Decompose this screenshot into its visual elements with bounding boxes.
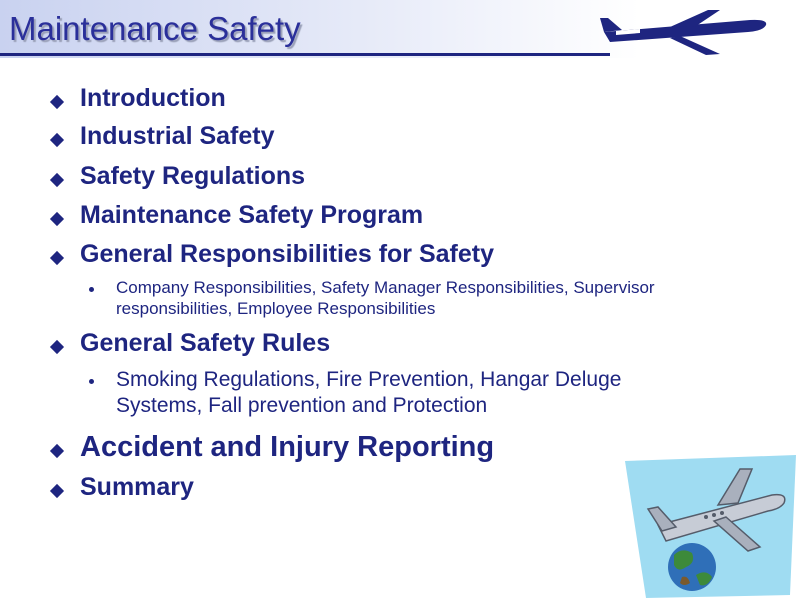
airplane-globe-clipart	[622, 455, 799, 598]
diamond-bullet-icon	[50, 444, 64, 458]
diamond-bullet-icon	[50, 251, 64, 265]
diamond-bullet-icon	[50, 133, 64, 147]
diamond-bullet-icon	[50, 212, 64, 226]
sub-bullet-icon	[89, 379, 94, 384]
slide-title: Maintenance Safety	[9, 10, 301, 47]
agenda-item-accident-reporting: Accident and Injury Reporting	[80, 431, 495, 463]
diamond-bullet-icon	[50, 340, 64, 354]
agenda-item-introduction: Introduction	[80, 84, 226, 112]
agenda-item-general-safety-rules: General Safety Rules	[80, 329, 331, 357]
agenda-item-safety-regulations: Safety Regulations	[80, 162, 306, 190]
subitem-rules: Smoking Regulations, Fire Prevention, Hangar Deluge Systems, Fall prevention and Protection	[116, 368, 622, 418]
diamond-bullet-icon	[50, 95, 64, 109]
diamond-bullet-icon	[50, 173, 64, 187]
agenda-item-general-responsibilities: General Responsibilities for Safety	[80, 240, 495, 268]
agenda-item-summary: Summary	[80, 473, 194, 501]
agenda-item-maintenance-safety-program: Maintenance Safety Program	[80, 201, 424, 229]
airplane-icon	[600, 10, 770, 56]
diamond-bullet-icon	[50, 484, 64, 498]
title-underline	[0, 53, 610, 56]
sub-bullet-icon	[89, 287, 94, 292]
subitem-responsibilities: Company Responsibilities, Safety Manager Responsibilities, Supervisor responsibilities, Employee Responsibilities	[116, 278, 655, 319]
agenda-item-industrial-safety: Industrial Safety	[80, 122, 275, 150]
